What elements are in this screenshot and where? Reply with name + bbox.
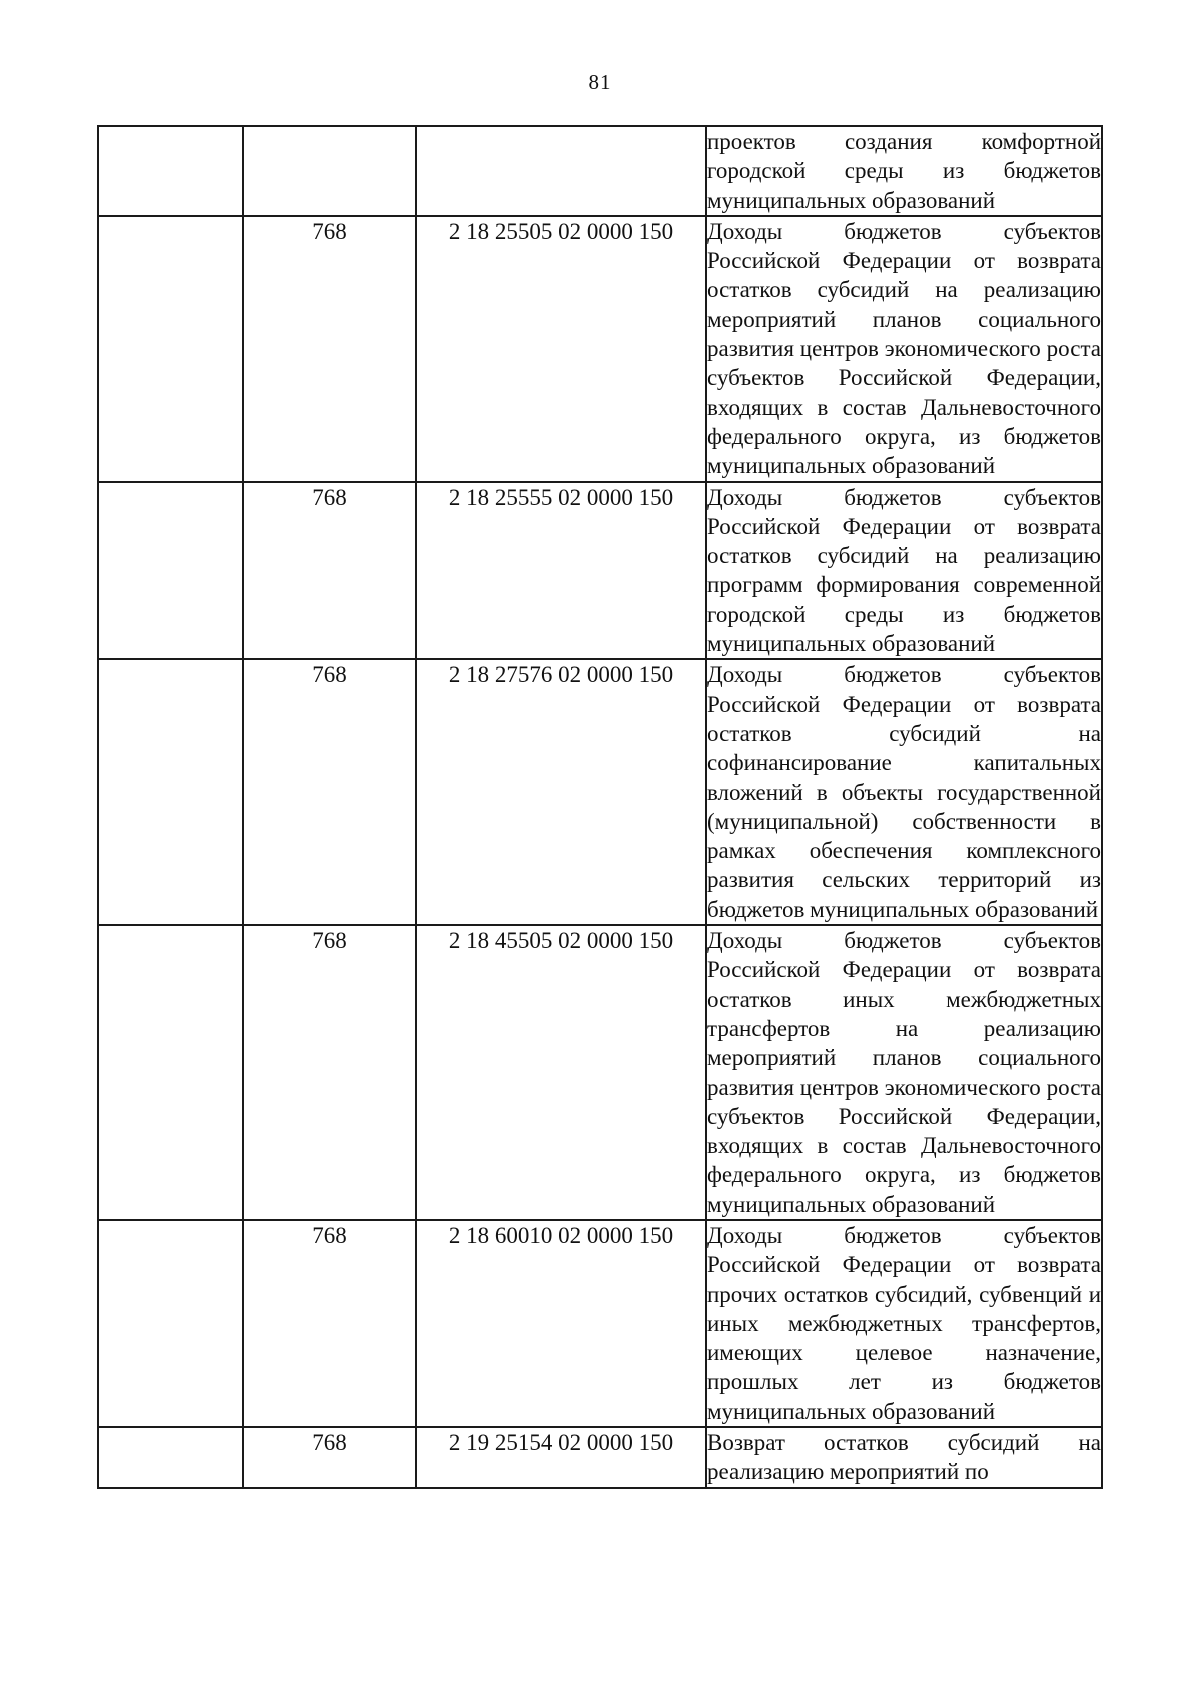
table-row xyxy=(98,659,1102,925)
income-name-cell: Доходы бюджетов субъектов Российской Федерации от возврата остатков субсидий на реализацию мероприятий планов социального развития центров экономического роста субъектов Российской Федерации, входящих в состав Дальневосточного федерального округа, из бюджетов муниципальных образований xyxy=(706,216,1102,482)
income-name-cell: Доходы бюджетов субъектов Российской Федерации от возврата остатков субсидий на реализацию программ формирования современной городской среды из бюджетов муниципальных образований xyxy=(706,482,1102,660)
budget-codes-table xyxy=(97,125,1103,1489)
table-row xyxy=(98,1427,1102,1488)
empty-cell xyxy=(98,216,243,482)
kbk-code-cell: 2 18 60010 02 0000 150 xyxy=(416,1220,706,1427)
income-name-cell: проектов создания комфортной городской среды из бюджетов муниципальных образований xyxy=(706,126,1102,216)
table-row xyxy=(98,216,1102,482)
kbk-code-cell: 2 19 25154 02 0000 150 xyxy=(416,1427,706,1488)
admin-code-cell xyxy=(243,126,416,216)
income-name-cell: Доходы бюджетов субъектов Российской Федерации от возврата прочих остатков субсидий, субвенций и иных межбюджетных трансфертов, имеющих целевое назначение, прошлых лет из бюджетов муниципальных образований xyxy=(706,1220,1102,1427)
empty-cell xyxy=(98,482,243,660)
table-row xyxy=(98,925,1102,1220)
empty-cell xyxy=(98,1220,243,1427)
empty-cell xyxy=(98,1427,243,1488)
empty-cell xyxy=(98,126,243,216)
page-number: 81 xyxy=(588,70,612,94)
table-row xyxy=(98,126,1102,216)
income-name-cell: Доходы бюджетов субъектов Российской Федерации от возврата остатков субсидий на софинансирование капитальных вложений в объекты государственной (муниципальной) собственности в рамках обеспечения комплексного развития сельских территорий из бюджетов муниципальных образований xyxy=(706,659,1102,925)
kbk-code-cell: 2 18 27576 02 0000 150 xyxy=(416,659,706,925)
kbk-code-cell: 2 18 25555 02 0000 150 xyxy=(416,482,706,660)
empty-cell xyxy=(98,659,243,925)
table-row xyxy=(98,482,1102,660)
admin-code-cell: 768 xyxy=(243,1220,416,1427)
income-name-cell: Доходы бюджетов субъектов Российской Федерации от возврата остатков иных межбюджетных трансфертов на реализацию мероприятий планов социального развития центров экономического роста субъектов Российской Федерации, входящих в состав Дальневосточного федерального округа, из бюджетов муниципальных образований xyxy=(706,925,1102,1220)
kbk-code-cell: 2 18 25505 02 0000 150 xyxy=(416,216,706,482)
admin-code-cell: 768 xyxy=(243,482,416,660)
kbk-code-cell: 2 18 45505 02 0000 150 xyxy=(416,925,706,1220)
empty-cell xyxy=(98,925,243,1220)
kbk-code-cell xyxy=(416,126,706,216)
admin-code-cell: 768 xyxy=(243,216,416,482)
table-row xyxy=(98,1220,1102,1427)
admin-code-cell: 768 xyxy=(243,925,416,1220)
income-name-cell: Возврат остатков субсидий на реализацию мероприятий по xyxy=(706,1427,1102,1488)
admin-code-cell: 768 xyxy=(243,659,416,925)
admin-code-cell: 768 xyxy=(243,1427,416,1488)
